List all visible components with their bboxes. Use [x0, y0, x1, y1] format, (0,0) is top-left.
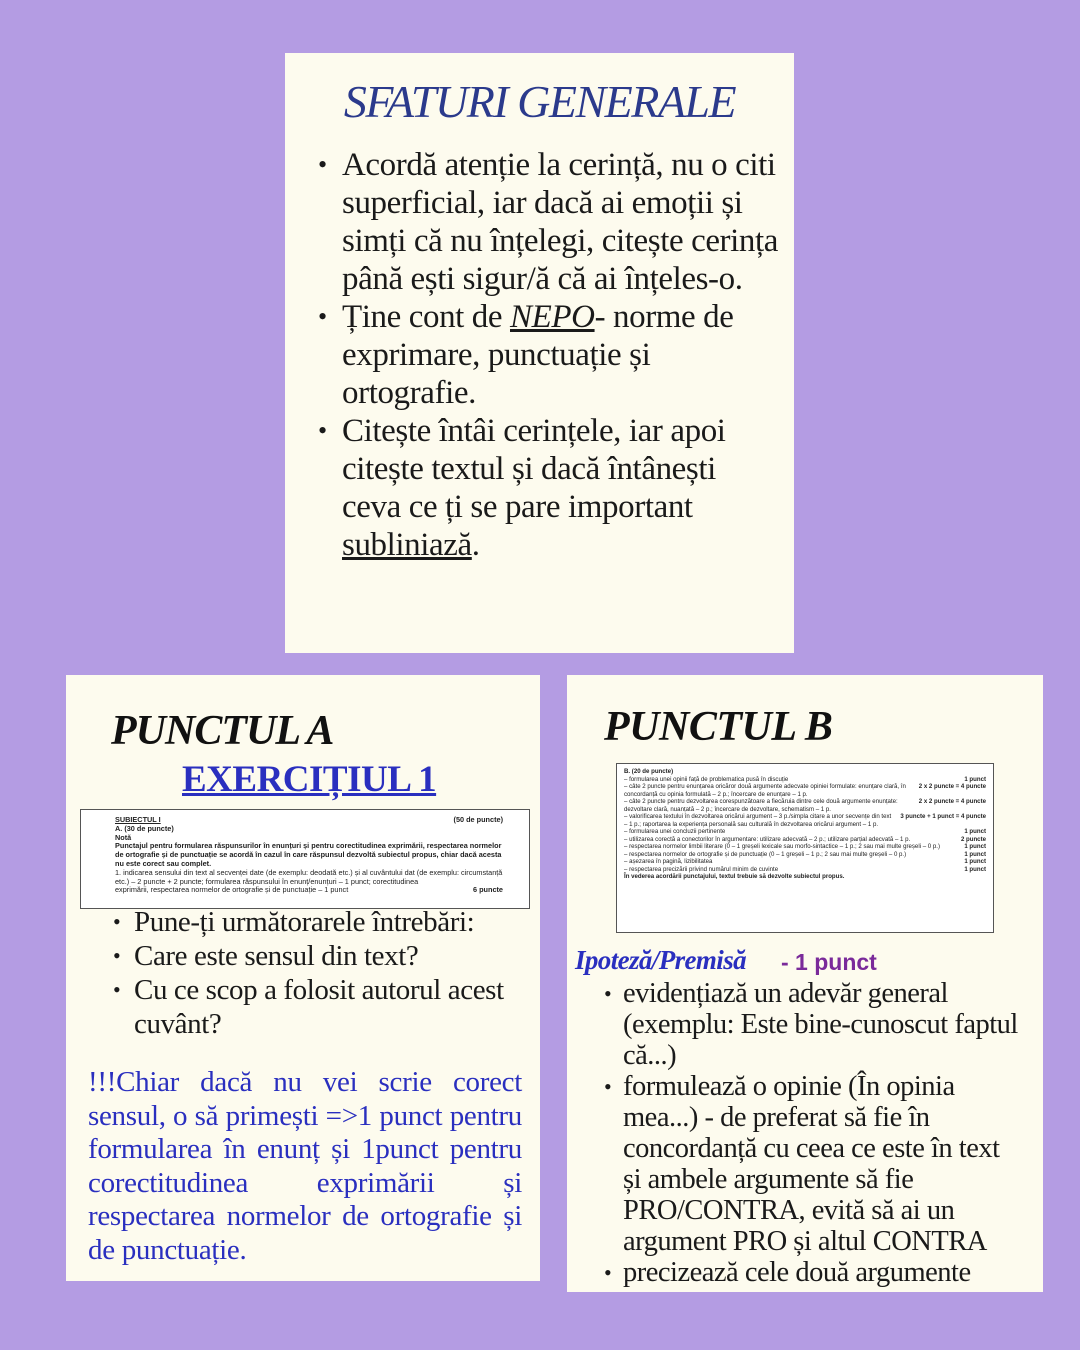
- tip-1-text: Acordă atenție la cerință, nu o citi superficial, iar dacă ai emoții și simți că nu înțelegi, citește cerința până ești sigur/ă că ai înțeles-o.: [342, 147, 779, 297]
- table-row: [624, 798, 986, 813]
- nota-text: Punctajul pentru formularea răspunsurilor în enunțuri și pentru corectitudinea exprimării, respectarea normelor de ortografie și de punctuație se acordă în cazul în care răspunsul dezvoltă subiectul propus, chiar dacă acesta nu este corect sau complet.: [115, 841, 502, 868]
- row-points: 3 puncte + 1 punct = 4 puncte: [900, 813, 986, 820]
- list-item: • precizează cele două argumente: [623, 1257, 1023, 1288]
- row-text: – formularea unei concluzii pertinente: [624, 828, 726, 835]
- punctul-a-title: PUNCTUL A: [111, 708, 334, 754]
- questions-list: [134, 905, 524, 1041]
- tip-3-suffix: .: [471, 527, 480, 563]
- general-tips-card: [285, 53, 794, 653]
- hypothesis-label: Ipoteză/Premisă: [575, 945, 746, 975]
- row-text: – formularea unei opinii față de problematica pusă în discuție: [624, 775, 789, 783]
- row-text: – respectarea normelor limbii literare (0 – 1 greșeli lexicale sau morfo-sintactice – 1 p.; 2 sau mai multe greșeli – 0 p.): [624, 843, 940, 850]
- excerpt-header: B. (20 de puncte): [624, 768, 674, 775]
- table-row: [624, 783, 986, 798]
- general-tips-title: SFATURI GENERALE: [343, 76, 736, 127]
- excerpt-footer: În vederea acordării punctajului, textul trebuie să dezvolte subiectul propus.: [624, 873, 845, 880]
- table-row: [624, 813, 986, 828]
- row-text: – câte 2 puncte pentru enunțarea oricăror două argumente adecvate opiniei formulate: enunțare clară, în concordanță cu opinia formulată – 2 p.; încercare de enunțare – 1 p.: [624, 783, 906, 798]
- scoring-note: !!!Chiar dacă nu vei scrie corect sensul, o să primești =>1 punct pentru formularea în enunț și 1punct pentru corectitudinea exprimării și respectarea normelor de ortografie și de punctuație.: [88, 1066, 522, 1266]
- table-row: [624, 843, 986, 851]
- row-text: – valorificarea textului în dezvoltarea oricărui argument – 3 p./simpla citare a unor secvențe din text – 1 p.; raportarea la experiența personală sau culturală în dezvoltarea oricărui argument – 1 p.: [624, 813, 892, 828]
- criterion-line: 1. indicarea sensului din text al secvenței date (de exemplu: deodată etc.) și al cuvântului dat (de exemplu: circumstanță etc.) – 2 puncte + 2 puncte; formularea răspunsului în enunț/enunțuri – 1 punct; corectitudinea: [115, 867, 503, 886]
- subject-label: SUBIECTUL I: [115, 815, 161, 824]
- exam-excerpt-a: [80, 809, 530, 909]
- row-points: 1 punct: [964, 843, 986, 850]
- tip-3-prefix: Citește întâi cerințele, iar apoi citește textul și dacă întânești ceva ce ți se pare important: [342, 413, 726, 525]
- list-item: • Care este sensul din text?: [134, 939, 524, 973]
- table-row: [624, 866, 986, 874]
- row-points: 2 x 2 puncte = 4 puncte: [918, 783, 986, 790]
- nepo-term: NEPO: [510, 299, 595, 335]
- row-text: – utilizarea corectă a conectorilor în argumentare: utilizare adecvată – 2 p.; utilizare parțial adecvată – 1 p.: [624, 835, 911, 843]
- table-row: [624, 858, 986, 866]
- list-item: • evidențiază un adevăr general (exemplu: Este bine-cunoscut faptul că...): [623, 978, 1023, 1071]
- hypothesis-points: - 1 punct: [781, 949, 877, 975]
- row-text: – așezarea în pagină, lizibilitatea: [624, 858, 713, 865]
- criterion-line-end: [115, 886, 503, 895]
- row-points: 2 x 2 puncte = 4 puncte: [918, 798, 986, 805]
- row-text: – respectarea precizării privind numărul minim de cuvinte: [624, 865, 779, 873]
- list-item: [342, 298, 782, 412]
- list-item: • formulează o opinie (În opinia mea...) - de preferat să fie în concordanță cu ceea ce este în text și ambele argumente să fie PRO/CONTRA, evită să ai un argument PRO și altul CONTRA: [623, 1071, 1023, 1257]
- general-tips-list: [342, 146, 782, 564]
- row-text: – câte 2 puncte pentru dezvoltarea corespunzătoare a fiecăruia dintre cele două argumente enunțate: dezvoltare clară, nuanțată – 2 p.; încercare de dezvoltare, schematism – 1 p.: [624, 798, 898, 813]
- row-points: 2 puncte: [960, 835, 986, 843]
- table-row: [624, 828, 986, 836]
- exam-excerpt-b: [616, 763, 994, 933]
- row-points: 1 punct: [964, 828, 986, 835]
- row-points: 1 punct: [964, 858, 986, 865]
- list-item: • Pune-ți următorarele întrebări:: [134, 905, 524, 939]
- punctul-b-card: [567, 675, 1043, 1292]
- table-row: [624, 776, 986, 784]
- criterion-text: exprimării, respectarea normelor de ortografie și de punctuație – 1 punct: [115, 885, 349, 895]
- row-points: 1 punct: [964, 865, 986, 873]
- hypothesis-list: [623, 978, 1023, 1288]
- punctul-b-title: PUNCTUL B: [604, 704, 833, 750]
- list-item: [342, 146, 782, 298]
- part-label: A. (30 de puncte): [115, 823, 174, 833]
- exercise-1-heading: EXERCIȚIUL 1: [182, 759, 437, 800]
- nota-label: Notă: [115, 832, 132, 842]
- row-points: 1 punct: [964, 775, 986, 783]
- tip-2-prefix: Ține cont de: [342, 299, 510, 335]
- table-row: [624, 836, 986, 844]
- list-item: • Cu ce scop a folosit autorul acest cuvânt?: [134, 973, 524, 1041]
- row-points: 1 punct: [964, 850, 986, 858]
- punctul-a-card: [66, 675, 540, 1281]
- row-text: – respectarea normelor de ortografie și de punctuație (0 – 1 greșeli – 1 p.; 2 sau mai multe greșeli – 0 p.): [624, 850, 907, 858]
- tip-2-suffix: - norme de exprimare, punctuație și ortografie.: [342, 299, 734, 411]
- subject-points: (50 de puncte): [453, 815, 503, 824]
- criterion-points: 6 puncte: [472, 885, 503, 895]
- list-item: [342, 412, 782, 564]
- table-row: [624, 851, 986, 859]
- underline-word: subliniază: [342, 527, 472, 563]
